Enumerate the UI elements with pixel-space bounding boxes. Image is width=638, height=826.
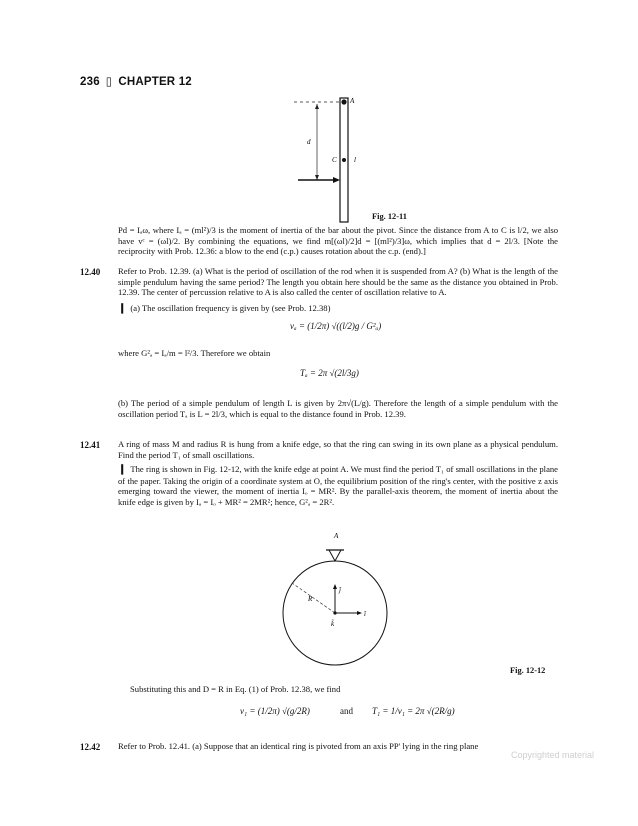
where-clause: where G²ₐ = Iₐ/m = l²/3. Therefore we obtain	[118, 348, 271, 358]
label-i: î	[364, 610, 366, 618]
page-number: 236	[80, 76, 100, 88]
solution-mark-icon: ❙	[118, 464, 127, 475]
solution-mark-icon: ❙	[118, 303, 127, 314]
figure-12-11	[270, 92, 440, 232]
label-C: C	[332, 156, 337, 164]
blow-arrow-head	[333, 177, 340, 183]
origin-O	[333, 611, 336, 614]
problem-number-12-40: 12.40	[80, 267, 101, 277]
center-of-mass	[342, 158, 346, 162]
fig-12-12-caption: Fig. 12-12	[510, 666, 546, 675]
radius-line	[292, 583, 335, 613]
problem-12-42-statement: Refer to Prob. 12.41. (a) Suppose that an identical ring is pivoted from an axis PP' lying in the ring plane	[118, 741, 479, 751]
paragraph-12-39-end: Pd = Iₐω, where Iₐ = (ml²)/3 is the moment of inertia of the bar about the pivot. Since the distance from A to C is l/2, we also have vᶜ = (ωl)/2. By combining the equations, we find m[(ωl)/2]d = [(ml²)/3]ω, which implies that d = 2l/3. [Note the reciprocity with Prob. 12.36: a blow to the end (c.p.) causes rotation about the c.p. (end).]	[118, 225, 558, 257]
x-axis-arrow	[357, 611, 362, 615]
problem-number-12-41: 12.41	[80, 440, 101, 450]
label-A-ring: A	[334, 532, 339, 540]
label-k: k̂	[331, 620, 335, 628]
equation-and: and	[340, 706, 353, 716]
label-l: l	[354, 156, 356, 164]
problem-number-12-42: 12.42	[80, 742, 101, 752]
equation-T-1: T₁ = 1/ν₁ = 2π √(2R/g)	[372, 706, 455, 716]
problem-12-40-statement: Refer to Prob. 12.39. (a) What is the period of oscillation of the rod when it is suspended from A? (b) What is the length of the simple pendulum having the same period? The length you obtain here should be the same as the distance you obtained in Prob. 12.39. The center of percussion relative to A is also called the center of oscillation relative to A.	[118, 266, 558, 298]
solution-12-40-a-text: (a) The oscillation frequency is given by (see Prob. 12.38)	[130, 303, 331, 313]
header-separator: ▯	[105, 76, 113, 88]
substituting-sentence: Substituting this and D = R in Eq. (1) of Prob. 12.38, we find	[130, 684, 341, 694]
equation-nu-1: ν₁ = (1/2π) √(g/2R)	[240, 706, 310, 716]
fig-12-11-caption: Fig. 12-11	[372, 212, 407, 221]
page-header	[80, 74, 192, 88]
label-j: ĵ	[339, 586, 341, 594]
knife-edge	[329, 550, 341, 561]
label-R: R	[308, 595, 313, 603]
chapter-title: CHAPTER 12	[118, 76, 192, 88]
solution-12-40-b: (b) The period of a simple pendulum of length L is given by 2π√(L/g). Therefore the length of a simple pendulum with the oscillation period Tₐ is L = 2l/3, which is equal to the distance found in Prob. 12.39.	[118, 398, 558, 419]
y-axis-arrow	[333, 584, 337, 589]
solution-12-41-text: The ring is shown in Fig. 12-12, with the knife edge at point A. We must find the period T₁ of small oscillations in the plane of the paper. Taking the origin of a coordinate system at O, the equilibrium position of the ring's center, with the positive z axis emerging toward the viewer, the moment of inertia Iₒ = MR². By the parallel-axis theorem, the moment of inertia about the knife edge is given by Iₐ = Iₒ + MR² = 2MR²; hence, G²ₐ = 2R².	[118, 464, 558, 507]
label-d: d	[307, 138, 311, 146]
equation-nu-a: νₐ = (1/2π) √((l/2)g / G²ₐ)	[290, 321, 382, 331]
solution-12-40-a-intro	[118, 303, 558, 315]
solution-12-41	[118, 464, 558, 507]
equation-T-a: Tₐ = 2π √(2l/3g)	[300, 368, 359, 378]
label-A: A	[350, 97, 355, 105]
copyright-watermark: Copyrighted material	[510, 750, 594, 760]
problem-12-41-statement: A ring of mass M and radius R is hung from a knife edge, so that the ring can swing in its own plane as a physical pendulum. Find the period T₁ of small oscillations.	[118, 439, 558, 460]
pivot-point	[341, 99, 346, 104]
figure-12-12	[250, 528, 420, 678]
dimension-d-arrow-top	[315, 104, 319, 109]
dimension-d-arrow-bottom	[315, 175, 319, 180]
